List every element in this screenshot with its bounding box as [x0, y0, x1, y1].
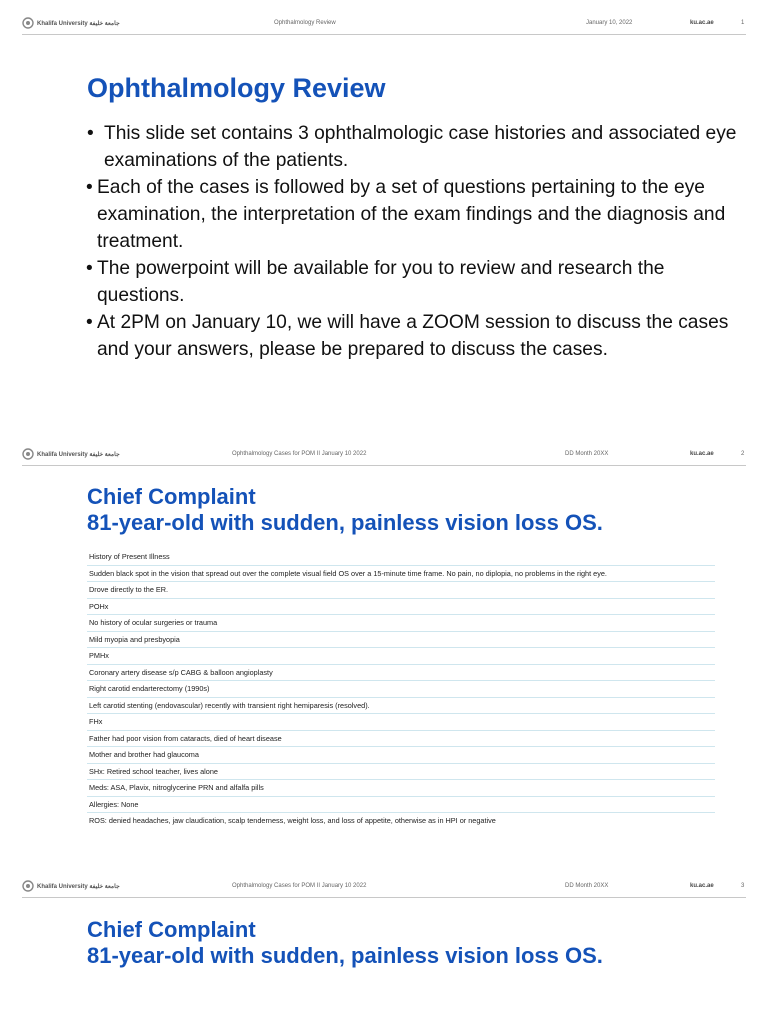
table-row — [87, 598, 715, 615]
slide-3-title-line2: 81-year-old with sudden, painless vision loss OS. — [87, 943, 603, 968]
table-row — [87, 631, 715, 648]
header-date: DD Month 20XX — [565, 883, 609, 889]
logo-icon — [22, 17, 34, 29]
header-title: Ophthalmology Review — [274, 20, 336, 26]
logo-text: Khalifa University جامعة خليفة — [37, 883, 120, 890]
slide-3-title-line1: Chief Complaint — [87, 917, 256, 942]
slide-1-header — [22, 12, 746, 35]
header-date: January 10, 2022 — [586, 20, 633, 26]
table-cell: FHx — [87, 714, 715, 731]
table-row — [87, 747, 715, 764]
university-logo — [22, 448, 120, 460]
table-row — [87, 648, 715, 665]
table-cell: POHx — [87, 598, 715, 615]
table-cell: Mild myopia and presbyopia — [87, 631, 715, 648]
slide-1-title: Ophthalmology Review — [87, 73, 386, 103]
patient-history-table — [87, 549, 715, 829]
table-row — [87, 730, 715, 747]
slide-3-header — [22, 875, 746, 898]
header-title: Ophthalmology Cases for POM II January 10 2022 — [232, 451, 367, 457]
logo-icon — [22, 880, 34, 892]
university-logo — [22, 880, 120, 892]
table-row — [87, 813, 715, 829]
bullet-dot: • — [86, 258, 93, 279]
table-row — [87, 796, 715, 813]
slide-2-header — [22, 443, 746, 466]
header-site: ku.ac.ae — [690, 20, 714, 26]
table-row — [87, 714, 715, 731]
table-cell: ROS: denied headaches, jaw claudication, scalp tenderness, weight loss, and loss of appetite, otherwise as in HPI or negative — [89, 816, 496, 826]
header-site: ku.ac.ae — [690, 451, 714, 457]
page-number: 2 — [741, 451, 745, 457]
table-cell: Drove directly to the ER. — [87, 582, 715, 599]
table-row — [87, 549, 715, 565]
page-number: 1 — [741, 20, 745, 26]
table-row — [87, 664, 715, 681]
table-cell: History of Present Illness — [87, 549, 715, 565]
table-cell: Mother and brother had glaucoma — [87, 747, 715, 764]
table-cell: Allergies: None — [87, 796, 715, 813]
table-row — [87, 565, 715, 582]
table-row — [87, 697, 715, 714]
slide-2-title-line1: Chief Complaint — [87, 484, 256, 509]
header-site: ku.ac.ae — [690, 883, 714, 889]
table-row — [87, 763, 715, 780]
table-row — [87, 582, 715, 599]
bullet-item: • Each of the cases is followed by a set of questions pertaining to the eye examination, the interpretation of the exam findings and the diagnosis and treatment. — [86, 174, 746, 255]
page-number: 3 — [741, 883, 745, 889]
table-cell: PMHx — [87, 648, 715, 665]
slide-1-bullets — [86, 120, 746, 363]
table-cell: Coronary artery disease s/p CABG & balloon angioplasty — [87, 664, 715, 681]
table-cell: Sudden black spot in the vision that spread out over the complete visual field OS over a 15-minute time frame. No pain, no diplopia, no problems in the right eye. — [87, 565, 715, 582]
table-row — [87, 615, 715, 632]
header-title: Ophthalmology Cases for POM II January 10 2022 — [232, 883, 367, 889]
bullet-dot: • — [86, 312, 93, 333]
bullet-item: • This slide set contains 3 ophthalmologic case histories and associated eye examinations of the patients. — [87, 120, 746, 174]
table-cell: No history of ocular surgeries or trauma — [87, 615, 715, 632]
slide-2-title-line2: 81-year-old with sudden, painless vision loss OS. — [87, 510, 603, 535]
table-row — [87, 681, 715, 698]
logo-text: Khalifa University جامعة خليفة — [37, 20, 120, 27]
logo-text: Khalifa University جامعة خليفة — [37, 451, 120, 458]
bullet-dot: • — [87, 123, 94, 144]
logo-icon — [22, 448, 34, 460]
bullet-dot: • — [86, 177, 93, 198]
header-date: DD Month 20XX — [565, 451, 609, 457]
table-cell: Left carotid stenting (endovascular) recently with transient right hemiparesis (resolved). — [87, 697, 715, 714]
table-row — [87, 780, 715, 797]
table-cell: Meds: ASA, Plavix, nitroglycerine PRN and alfalfa pills — [87, 780, 715, 797]
bullet-item: • At 2PM on January 10, we will have a ZOOM session to discuss the cases and your answers, please be prepared to discuss the cases. — [86, 309, 746, 363]
bullet-item: • The powerpoint will be available for you to review and research the questions. — [86, 255, 746, 309]
table-cell: Right carotid endarterectomy (1990s) — [87, 681, 715, 698]
table-cell: Father had poor vision from cataracts, died of heart disease — [87, 730, 715, 747]
university-logo — [22, 17, 120, 29]
table-cell: SHx: Retired school teacher, lives alone — [87, 763, 715, 780]
